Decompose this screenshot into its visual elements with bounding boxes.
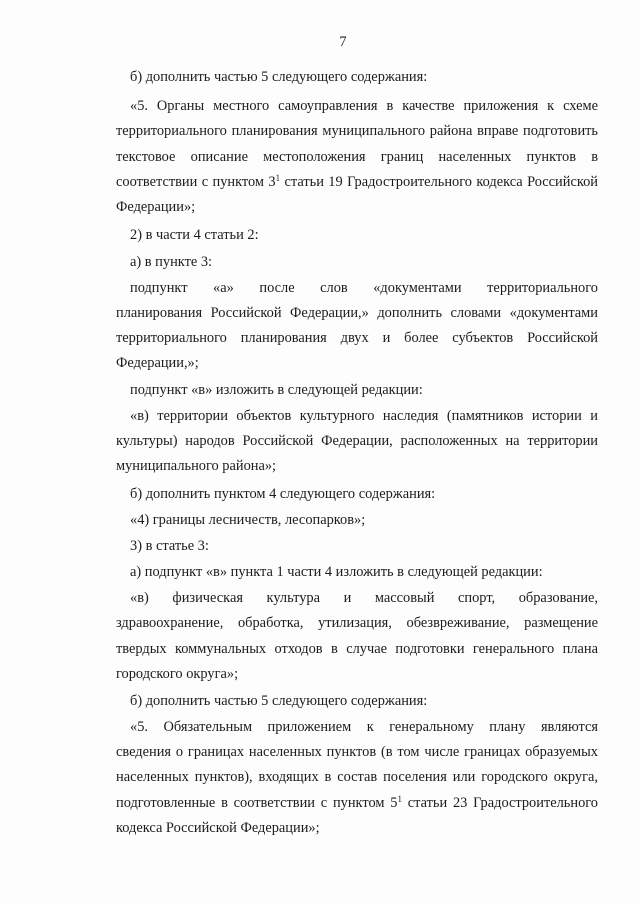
text-line: твердых коммунальных отходов в случае подготовки генерального плана — [116, 641, 598, 657]
text-line — [116, 172, 598, 192]
text-line: Федерации,»; — [116, 355, 199, 371]
text-line: б) дополнить частью 5 следующего содержания: — [130, 69, 428, 85]
text-line: подпункт «а» после слов «документами территориального — [130, 280, 598, 296]
text-line: муниципального района»; — [116, 458, 277, 474]
text-line: Федерации»; — [116, 199, 196, 215]
text-fragment: подготовленные в соответствии с пунктом 5 — [116, 795, 398, 811]
text-line: подпункт «в» изложить в следующей редакции: — [130, 382, 423, 398]
text-line: городского округа»; — [116, 666, 239, 682]
text-line: сведения о границах населенных пунктов (в том числе границах образуемых — [116, 744, 598, 760]
text-line: б) дополнить частью 5 следующего содержания: — [130, 693, 428, 709]
text-line: 2) в части 4 статьи 2: — [130, 227, 259, 243]
text-line: здравоохранение, обработка, утилизация, обезвреживание, размещение — [116, 615, 598, 631]
text-line: территориального планирования муниципального района вправе подготовить — [116, 123, 598, 139]
text-line: 3) в статье 3: — [130, 538, 209, 554]
text-line: культуры) народов Российской Федерации, расположенных на территории — [116, 433, 598, 449]
superscript: 1 — [275, 173, 281, 184]
text-line: кодекса Российской Федерации»; — [116, 820, 320, 836]
superscript: 1 — [397, 794, 402, 805]
text-fragment: статьи 23 Градостроительного — [401, 795, 599, 811]
text-fragment: соответствии с пунктом 3 — [116, 174, 276, 190]
text-line: планирования Российской Федерации,» дополнить словами «документами — [116, 305, 598, 321]
text-line — [116, 793, 598, 813]
text-fragment: статьи 19 Градостроительного кодекса Российской — [280, 174, 599, 190]
text-line: «в) территории объектов культурного наследия (памятников истории и — [130, 408, 598, 424]
text-line: населенных пунктов), входящих в состав поселения или городского округа, — [116, 769, 598, 785]
page-number: 7 — [339, 34, 347, 50]
text-line: б) дополнить пунктом 4 следующего содержания: — [130, 486, 436, 502]
text-line: а) подпункт «в» пункта 1 части 4 изложить в следующей редакции: — [130, 564, 543, 580]
text-line: а) в пункте 3: — [130, 254, 213, 270]
text-line: «4) границы лесничеств, лесопарков»; — [130, 512, 366, 528]
text-line: «в) физическая культура и массовый спорт, образование, — [130, 590, 598, 606]
text-line: текстовое описание местоположения границ населенных пунктов в — [116, 149, 598, 165]
text-line: «5. Органы местного самоуправления в качестве приложения к схеме — [130, 98, 598, 114]
text-line: «5. Обязательным приложением к генеральному плану являются — [130, 719, 598, 735]
text-line: территориального планирования двух и более субъектов Российской — [116, 330, 598, 346]
